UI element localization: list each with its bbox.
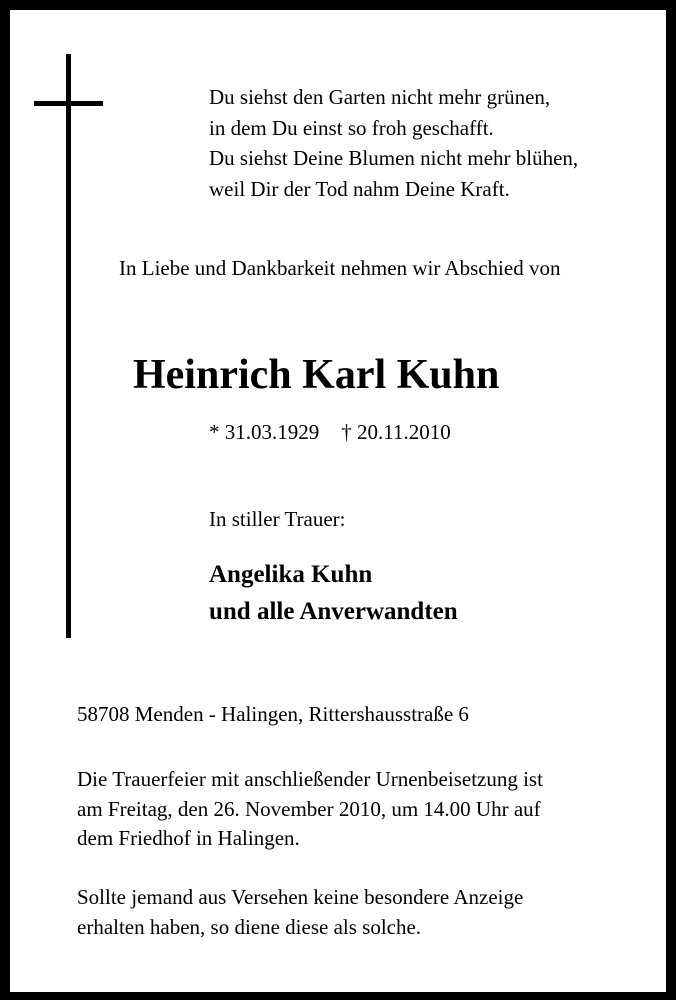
mourners-list	[209, 556, 458, 630]
deceased-name: Heinrich Karl Kuhn	[133, 352, 500, 398]
notice-line: erhalten haben, so diene diese als solche.	[77, 914, 422, 939]
death-date: † 20.11.2010	[341, 420, 451, 444]
poem-line: Du siehst den Garten nicht mehr grünen,	[209, 85, 551, 109]
mourning-label: In stiller Trauer:	[209, 507, 346, 531]
address: 58708 Menden - Halingen, Rittershausstraße 6	[77, 702, 469, 726]
farewell-text: In Liebe und Dankbarkeit nehmen wir Abschied von	[119, 256, 561, 280]
cross-vertical-bar	[66, 54, 71, 638]
cross-horizontal-bar	[34, 101, 103, 106]
poem-line: in dem Du einst so froh geschafft.	[209, 115, 494, 140]
life-dates	[209, 418, 451, 447]
poem	[209, 82, 578, 204]
notice-line: Sollte jemand aus Versehen keine besondere Anzeige	[77, 885, 524, 909]
mourner-name: und alle Anverwandten	[209, 598, 458, 625]
poem-line: weil Dir der Tod nahm Deine Kraft.	[209, 176, 510, 201]
notice-text	[77, 883, 523, 942]
ceremony-line: dem Friedhof in Halingen.	[77, 826, 300, 850]
birth-date: * 31.03.1929	[209, 420, 320, 444]
ceremony-info	[77, 765, 543, 854]
poem-line: Du siehst Deine Blumen nicht mehr blühen,	[209, 146, 579, 170]
mourner-name: Angelika Kuhn	[209, 561, 373, 588]
ceremony-line: Die Trauerfeier mit anschließender Urnenbeisetzung ist	[77, 767, 543, 791]
ceremony-line: am Freitag, den 26. November 2010, um 14.00 Uhr auf	[77, 796, 541, 821]
